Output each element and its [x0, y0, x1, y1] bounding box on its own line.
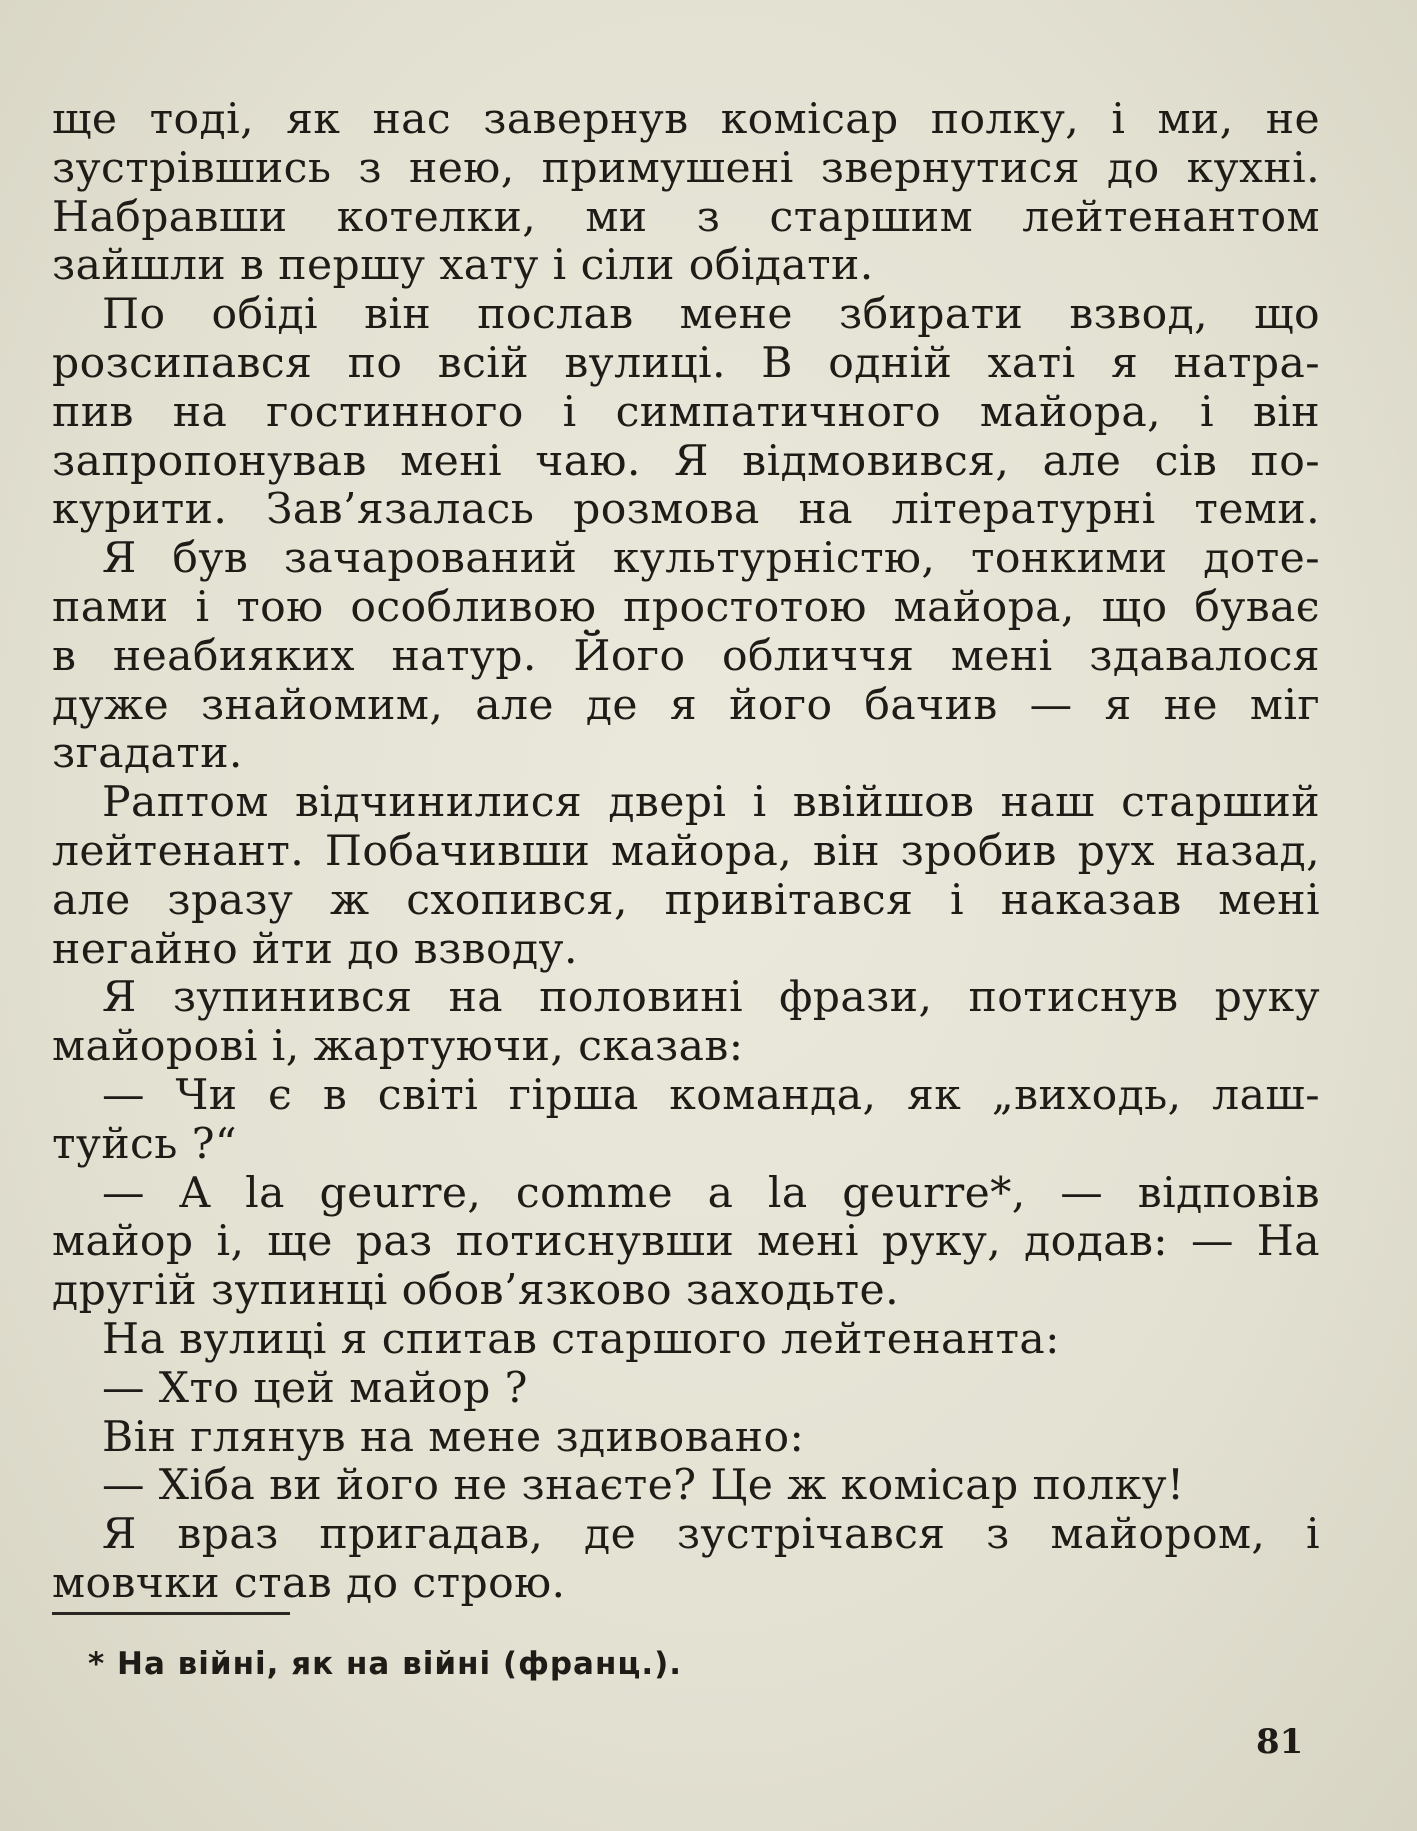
text-line: другій зупинці обов’язково заходьте. — [52, 1266, 899, 1316]
text-line: майор і, ще раз потиснувши мені руку, додав: — На — [52, 1217, 1320, 1267]
text-line: зустрівшись з нею, примушені звернутися до кухні. — [52, 143, 1320, 193]
text-line: По обіді він послав мене збирати взвод, що — [102, 290, 1320, 340]
text-line: дуже знайомим, але де я його бачив — я не міг — [52, 680, 1320, 730]
text-line: Я зупинився на половині фрази, потиснув руку — [102, 973, 1320, 1023]
text-line: — Хіба ви його не знаєте? Це ж комісар полку! — [102, 1461, 1185, 1511]
page-number: 81 — [1256, 1722, 1304, 1762]
text-line: туйсь ?“ — [52, 1119, 238, 1169]
text-line: згадати. — [52, 729, 243, 779]
text-line: пив на гостинного і симпатичного майора, і він — [52, 387, 1320, 437]
text-line: розсипався по всій вулиці. В одній хаті я натра- — [52, 338, 1320, 388]
text-line: Я був зачарований культурністю, тонкими доте- — [102, 534, 1320, 584]
text-line: лейтенант. Побачивши майора, він зробив рух назад, — [52, 826, 1320, 876]
text-line: негайно йти до взводу. — [52, 924, 578, 974]
text-line: ще тоді, як нас завернув комісар полку, і ми, не — [52, 95, 1320, 144]
text-line: мовчки став до строю. — [52, 1558, 566, 1608]
text-line: майорові і, жартуючи, сказав: — [52, 1022, 744, 1072]
text-line: зайшли в першу хату і сіли обідати. — [52, 241, 874, 291]
text-line: — Чи є в світі гірша команда, як „виходь, лаш- — [102, 1070, 1320, 1120]
text-line: Раптом відчинилися двері і ввійшов наш старший — [102, 778, 1320, 828]
body-text — [52, 96, 1320, 1609]
text-line: — Хто цей майор ? — [102, 1363, 528, 1413]
text-line: запропонував мені чаю. Я відмовився, але сів по- — [52, 436, 1320, 486]
text-line: курити. Зав’язалась розмова на літературні теми. — [52, 485, 1320, 535]
text-line: пами і тою особливою простотою майора, що буває — [52, 582, 1320, 632]
text-line: Набравши котелки, ми з старшим лейтенантом — [52, 192, 1320, 242]
text-line: але зразу ж схопився, привітався і наказав мені — [52, 875, 1320, 925]
text-line: Я враз пригадав, де зустрічався з майором, і — [102, 1510, 1320, 1560]
text-line: в неабияких натур. Його обличчя мені здавалося — [52, 631, 1320, 681]
footnote-divider — [52, 1612, 290, 1615]
text-line: Він глянув на мене здивовано: — [102, 1412, 805, 1462]
text-line: — A la geurre, comme a la geurre*, — відповів — [102, 1168, 1320, 1218]
text-line: На вулиці я спитав старшого лейтенанта: — [102, 1314, 1060, 1364]
footnote: * На війні, як на війні (франц.). — [88, 1646, 683, 1682]
